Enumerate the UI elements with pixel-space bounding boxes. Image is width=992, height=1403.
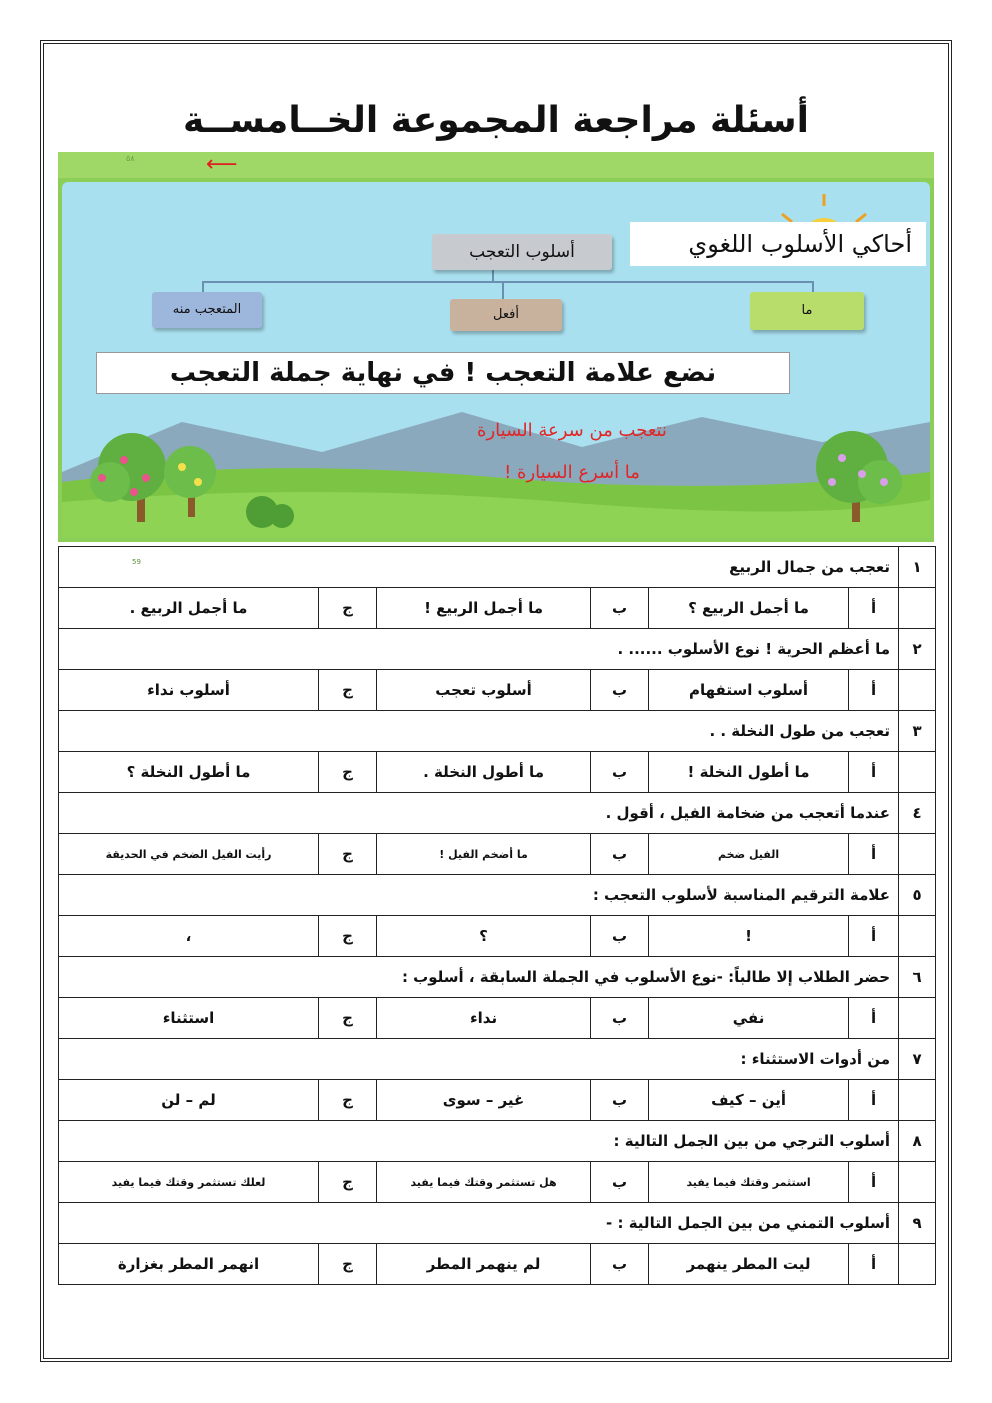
option-a[interactable]: ليت المطر ينهمر (649, 1244, 849, 1285)
concept-box-object: المتعجب منه (152, 292, 262, 328)
slide-top-bar (58, 152, 934, 178)
question-text: أسلوب الترجي من بين الجمل التالية : (59, 1121, 899, 1162)
options-spacer (899, 588, 936, 629)
option-c[interactable]: لم – لن (59, 1080, 319, 1121)
option-letter-a: أ (849, 916, 899, 957)
question-number: ٧ (899, 1039, 936, 1080)
back-arrow-icon: ⟵ (206, 152, 238, 177)
question-text: ما أعظم الحرية ! نوع الأسلوب ...... . (59, 629, 899, 670)
options-spacer (899, 752, 936, 793)
option-letter-c: ج (319, 1162, 377, 1203)
option-a[interactable]: ما أجمل الربيع ؟ (649, 588, 849, 629)
questions-table (58, 546, 936, 1285)
question-text: حضر الطلاب إلا طالباً: -نوع الأسلوب في الجملة السابقة ، أسلوب : (59, 957, 899, 998)
option-b[interactable]: غير – سوى (377, 1080, 591, 1121)
option-letter-b: ب (591, 1080, 649, 1121)
option-letter-c: ج (319, 1080, 377, 1121)
option-letter-a: أ (849, 834, 899, 875)
option-letter-b: ب (591, 752, 649, 793)
question-row (59, 547, 936, 588)
option-letter-c: ج (319, 670, 377, 711)
punctuation-rule: نضع علامة التعجب ! في نهاية جملة التعجب (96, 352, 790, 394)
option-b[interactable]: لم ينهمر المطر (377, 1244, 591, 1285)
option-letter-b: ب (591, 1162, 649, 1203)
option-letter-c: ج (319, 1244, 377, 1285)
question-text: تعجب من جمال الربيع (59, 547, 899, 588)
question-text: من أدوات الاستثناء : (59, 1039, 899, 1080)
slide-page-number: 59 (132, 558, 141, 566)
options-spacer (899, 998, 936, 1039)
slide-top-number: ٥٨ (126, 154, 135, 163)
options-row (59, 834, 936, 875)
question-text: علامة الترقيم المناسبة لأسلوب التعجب : (59, 875, 899, 916)
options-row (59, 916, 936, 957)
options-spacer (899, 670, 936, 711)
options-spacer (899, 916, 936, 957)
question-text: أسلوب التمني من بين الجمل التالية : - (59, 1203, 899, 1244)
option-c[interactable]: أسلوب نداء (59, 670, 319, 711)
option-letter-b: ب (591, 670, 649, 711)
question-number: ٩ (899, 1203, 936, 1244)
question-row (59, 711, 936, 752)
slide-sky (62, 182, 930, 566)
option-letter-c: ج (319, 752, 377, 793)
options-row (59, 588, 936, 629)
option-a[interactable]: الفيل ضخم (649, 834, 849, 875)
options-spacer (899, 1080, 936, 1121)
option-letter-c: ج (319, 998, 377, 1039)
question-number: ٨ (899, 1121, 936, 1162)
option-letter-b: ب (591, 916, 649, 957)
option-a[interactable]: استثمر وقتك فيما يفيد (649, 1162, 849, 1203)
option-c[interactable]: ما أطول النخلة ؟ (59, 752, 319, 793)
options-spacer (899, 1162, 936, 1203)
option-b[interactable]: ما أضخم الفيل ! (377, 834, 591, 875)
question-number: ٢ (899, 629, 936, 670)
options-row (59, 1244, 936, 1285)
connector-line (502, 281, 504, 299)
question-row (59, 793, 936, 834)
question-text: عندما أتعجب من ضخامة الفيل ، أقول . (59, 793, 899, 834)
option-a[interactable]: أسلوب استفهام (649, 670, 849, 711)
option-b[interactable]: ما أجمل الربيع ! (377, 588, 591, 629)
option-b[interactable]: أسلوب تعجب (377, 670, 591, 711)
question-row (59, 629, 936, 670)
option-letter-a: أ (849, 752, 899, 793)
connector-line (202, 281, 812, 283)
option-letter-a: أ (849, 1162, 899, 1203)
option-b[interactable]: ما أطول النخلة . (377, 752, 591, 793)
concept-box-main: أسلوب التعجب (432, 234, 612, 270)
question-number: ٦ (899, 957, 936, 998)
option-letter-a: أ (849, 588, 899, 629)
option-letter-a: أ (849, 1244, 899, 1285)
question-text: تعجب من طول النخلة . . (59, 711, 899, 752)
option-a[interactable]: نفي (649, 998, 849, 1039)
option-letter-a: أ (849, 998, 899, 1039)
option-letter-c: ج (319, 834, 377, 875)
option-letter-c: ج (319, 916, 377, 957)
options-row (59, 752, 936, 793)
option-a[interactable]: ! (649, 916, 849, 957)
option-b[interactable]: هل تستثمر وقتك فيما يفيد (377, 1162, 591, 1203)
options-spacer (899, 834, 936, 875)
option-a[interactable]: أين – كيف (649, 1080, 849, 1121)
option-b[interactable]: ؟ (377, 916, 591, 957)
option-letter-b: ب (591, 834, 649, 875)
example-answer: ما أسرع السيارة ! (504, 462, 640, 483)
option-letter-b: ب (591, 998, 649, 1039)
options-row (59, 1162, 936, 1203)
option-c[interactable]: رأيت الفيل الضخم في الحديقة (59, 834, 319, 875)
option-c[interactable]: ما أجمل الربيع . (59, 588, 319, 629)
example-prompt: نتعجب من سرعة السيارة (477, 420, 667, 441)
lesson-illustration (58, 152, 934, 566)
question-number: ٤ (899, 793, 936, 834)
question-number: ١ (899, 547, 936, 588)
option-letter-b: ب (591, 588, 649, 629)
option-letter-c: ج (319, 588, 377, 629)
page-title: أسئلة مراجعة المجموعة الخــامســة (182, 100, 810, 141)
option-b[interactable]: نداء (377, 998, 591, 1039)
options-row (59, 1080, 936, 1121)
question-number: ٣ (899, 711, 936, 752)
option-c[interactable]: ، (59, 916, 319, 957)
question-row (59, 1121, 936, 1162)
options-spacer (899, 1244, 936, 1285)
lesson-tag: أحاكي الأسلوب اللغوي (630, 222, 926, 266)
concept-box-ma: ما (750, 292, 864, 330)
option-c[interactable]: انهمر المطر بغزارة (59, 1244, 319, 1285)
question-number: ٥ (899, 875, 936, 916)
options-row (59, 998, 936, 1039)
question-row (59, 1203, 936, 1244)
question-row (59, 1039, 936, 1080)
option-letter-a: أ (849, 670, 899, 711)
option-a[interactable]: ما أطول النخلة ! (649, 752, 849, 793)
question-row (59, 957, 936, 998)
options-row (59, 670, 936, 711)
option-c[interactable]: استثناء (59, 998, 319, 1039)
question-row (59, 875, 936, 916)
concept-box-afal: أفعل (450, 299, 562, 331)
option-c[interactable]: لعلك تستثمر وقتك فيما يفيد (59, 1162, 319, 1203)
option-letter-a: أ (849, 1080, 899, 1121)
option-letter-b: ب (591, 1244, 649, 1285)
